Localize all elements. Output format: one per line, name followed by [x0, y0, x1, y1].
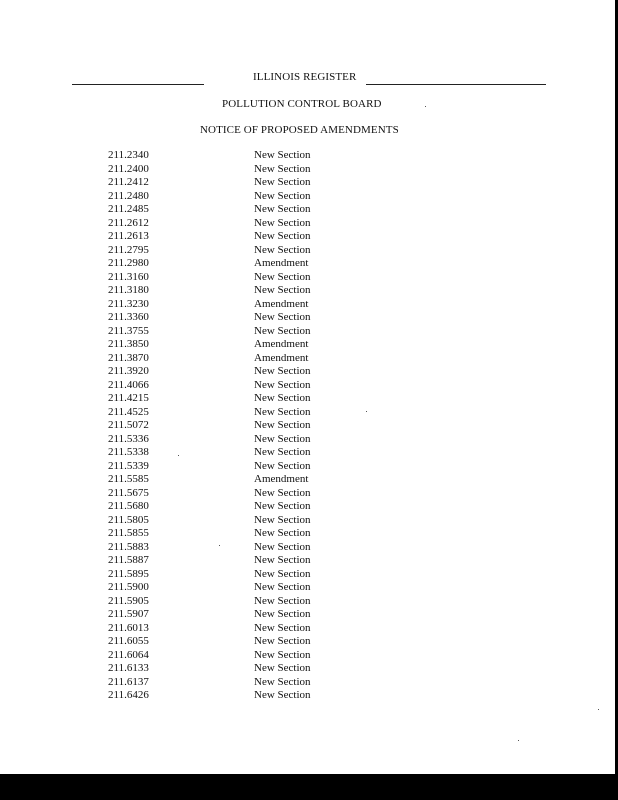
section-action: New Section	[254, 311, 311, 323]
section-number: 211.2480	[108, 189, 149, 202]
notice-title: NOTICE OF PROPOSED AMENDMENTS	[200, 124, 399, 136]
section-action: New Section	[254, 216, 311, 229]
section-number: 211.5907	[108, 608, 149, 620]
section-action: New Section	[254, 621, 311, 634]
section-action: New Section	[254, 648, 311, 661]
section-action: New Section	[254, 243, 311, 256]
section-number: 211.3920	[108, 365, 149, 377]
section-action: New Section	[254, 554, 311, 566]
scan-edge-bottom	[0, 774, 618, 800]
header-rule-left	[72, 84, 204, 85]
section-action: New Section	[254, 149, 311, 161]
section-action: New Section	[254, 405, 311, 418]
section-number: 211.2980	[108, 257, 149, 269]
header-rule-right	[366, 84, 546, 85]
section-action: New Section	[254, 689, 311, 701]
section-action: New Section	[254, 540, 311, 553]
section-number: 211.5675	[108, 486, 149, 499]
scan-speck	[178, 455, 179, 456]
section-action: New Section	[254, 459, 311, 472]
section-number: 211.2412	[108, 176, 149, 188]
section-action: New Section	[254, 270, 311, 283]
scan-speck	[518, 740, 519, 741]
section-number: 211.2340	[108, 149, 149, 161]
section-action: New Section	[254, 284, 311, 296]
section-number: 211.5855	[108, 527, 149, 539]
section-number: 211.5905	[108, 594, 149, 607]
scan-speck	[598, 709, 599, 710]
section-number: 211.6013	[108, 621, 149, 634]
section-action: Amendment	[254, 297, 309, 310]
section-number: 211.5339	[108, 459, 149, 472]
section-action: New Section	[254, 162, 311, 175]
section-number: 211.6055	[108, 635, 149, 647]
section-action: New Section	[254, 662, 311, 674]
section-number: 211.3230	[108, 297, 149, 310]
section-number: 211.5680	[108, 500, 149, 512]
section-action: New Section	[254, 432, 311, 445]
section-number: 211.4066	[108, 378, 149, 391]
section-action: New Section	[254, 324, 311, 337]
section-action: New Section	[254, 675, 311, 688]
section-number: 211.3360	[108, 311, 149, 323]
section-action: Amendment	[254, 257, 309, 269]
scan-speck	[219, 545, 220, 546]
section-action: New Section	[254, 203, 311, 215]
scan-speck	[425, 106, 426, 107]
section-action: Amendment	[254, 351, 309, 364]
section-number: 211.4525	[108, 405, 149, 418]
section-number: 211.5585	[108, 473, 149, 485]
section-action: New Section	[254, 500, 311, 512]
section-action: New Section	[254, 635, 311, 647]
section-action: Amendment	[254, 473, 309, 485]
section-number: 211.5072	[108, 419, 149, 431]
section-action: New Section	[254, 176, 311, 188]
section-action: New Section	[254, 513, 311, 526]
section-number: 211.6133	[108, 662, 149, 674]
section-number: 211.3850	[108, 338, 149, 350]
section-number: 211.3870	[108, 351, 149, 364]
section-number: 211.4215	[108, 392, 149, 404]
section-number: 211.6426	[108, 689, 149, 701]
section-action: New Section	[254, 419, 311, 431]
section-action: New Section	[254, 567, 311, 580]
section-number: 211.5805	[108, 513, 149, 526]
section-action: Amendment	[254, 338, 309, 350]
section-action: New Section	[254, 594, 311, 607]
section-number: 211.5900	[108, 581, 149, 593]
section-action: New Section	[254, 446, 311, 458]
register-title: ILLINOIS REGISTER	[253, 71, 357, 83]
section-number: 211.2400	[108, 162, 149, 175]
section-number: 211.2795	[108, 243, 149, 256]
section-action: New Section	[254, 527, 311, 539]
section-action: New Section	[254, 486, 311, 499]
section-number: 211.6137	[108, 675, 149, 688]
section-action: New Section	[254, 230, 311, 242]
section-action: New Section	[254, 581, 311, 593]
section-action: New Section	[254, 189, 311, 202]
section-action: New Section	[254, 378, 311, 391]
board-title: POLLUTION CONTROL BOARD	[222, 98, 382, 110]
section-number: 211.2612	[108, 216, 149, 229]
section-action: New Section	[254, 392, 311, 404]
section-number: 211.5887	[108, 554, 149, 566]
section-number: 211.2485	[108, 203, 149, 215]
section-number: 211.3160	[108, 270, 149, 283]
section-action: New Section	[254, 365, 311, 377]
section-number: 211.5338	[108, 446, 149, 458]
section-number: 211.5883	[108, 540, 149, 553]
section-action: New Section	[254, 608, 311, 620]
section-number: 211.5336	[108, 432, 149, 445]
section-number: 211.3755	[108, 324, 149, 337]
scan-speck	[366, 411, 367, 412]
section-number: 211.2613	[108, 230, 149, 242]
section-number: 211.3180	[108, 284, 149, 296]
section-number: 211.5895	[108, 567, 149, 580]
section-number: 211.6064	[108, 648, 149, 661]
